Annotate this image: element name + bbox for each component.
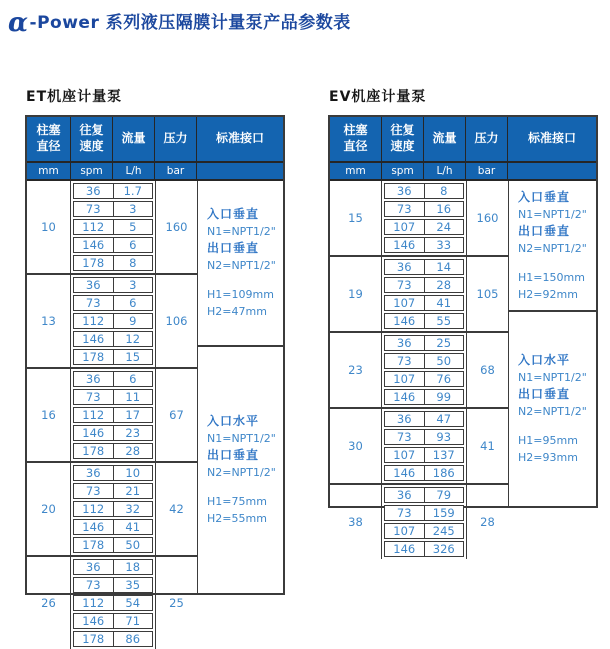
speed-cell: 178 bbox=[74, 444, 114, 458]
flow-cell: 3 bbox=[129, 278, 137, 292]
flow-cell: 3 bbox=[129, 202, 137, 216]
speed-cell: 73 bbox=[385, 202, 425, 216]
table-header-row bbox=[27, 117, 283, 163]
speed-cell: 36 bbox=[74, 560, 114, 574]
column-header-line: 柱塞 bbox=[36, 123, 61, 138]
speed-flow-row bbox=[73, 501, 153, 517]
flow-cell: 18 bbox=[125, 560, 141, 574]
speed-cell: 146 bbox=[385, 238, 425, 252]
pressure-cell: 106 bbox=[155, 275, 197, 367]
flow-cell: 10 bbox=[125, 466, 141, 480]
column-header-line: 速度 bbox=[79, 139, 104, 153]
flow-cell: 186 bbox=[432, 466, 455, 480]
diameter-group-row bbox=[27, 181, 197, 275]
speed-flow-row bbox=[384, 429, 464, 445]
column-header-line: 往复 bbox=[390, 123, 415, 138]
flow-cell: 28 bbox=[436, 278, 452, 292]
diameter-group-row bbox=[330, 333, 508, 409]
speed-cell: 73 bbox=[385, 506, 425, 520]
speed-flow-row bbox=[73, 237, 153, 253]
column-unit-interface bbox=[197, 163, 283, 179]
column-header-line: 标准接口 bbox=[215, 131, 264, 146]
pressure-cell: 67 bbox=[155, 369, 197, 461]
speed-cell: 146 bbox=[74, 614, 114, 628]
speed-flow-stack bbox=[382, 485, 466, 559]
diameter-cell: 38 bbox=[330, 485, 382, 559]
speed-cell: 178 bbox=[74, 256, 114, 270]
page-title-text: -Power 系列液压隔膜计量泵产品参数表 bbox=[29, 13, 351, 33]
diameter-cell: 10 bbox=[27, 181, 71, 273]
column-header-flow bbox=[424, 117, 466, 161]
speed-flow-row bbox=[384, 371, 464, 387]
speed-flow-row bbox=[73, 349, 153, 365]
interface-note-line: H2=55mm bbox=[207, 512, 267, 525]
flow-cell: 79 bbox=[436, 488, 452, 502]
speed-flow-row bbox=[73, 277, 153, 293]
diameter-cell: 23 bbox=[330, 333, 382, 407]
flow-cell: 50 bbox=[125, 538, 141, 552]
diameter-cell: 15 bbox=[330, 181, 382, 255]
column-unit-speed: spm bbox=[382, 163, 424, 179]
speed-cell: 178 bbox=[74, 632, 114, 646]
speed-flow-row bbox=[384, 447, 464, 463]
speed-cell: 146 bbox=[385, 314, 425, 328]
speed-cell: 146 bbox=[74, 238, 114, 252]
table-body-columns bbox=[330, 181, 508, 556]
speed-flow-row bbox=[73, 407, 153, 423]
speed-flow-row bbox=[384, 183, 464, 199]
speed-flow-row bbox=[384, 505, 464, 521]
diameter-group-row bbox=[27, 275, 197, 369]
interface-note-cell bbox=[198, 181, 283, 347]
page-title bbox=[8, 8, 351, 38]
diameter-group-row bbox=[330, 181, 508, 257]
interface-note-line: 入口垂直 bbox=[518, 189, 571, 204]
speed-cell: 36 bbox=[385, 412, 425, 426]
column-header-flow bbox=[113, 117, 155, 161]
ev-parameter-table bbox=[328, 115, 598, 556]
speed-flow-row bbox=[73, 201, 153, 217]
interface-note-line: H1=95mm bbox=[518, 434, 578, 448]
speed-flow-row bbox=[73, 255, 153, 271]
interface-note-line: N2=NPT1/2" bbox=[518, 405, 587, 419]
et-pump-section bbox=[25, 88, 285, 646]
speed-cell: 107 bbox=[385, 296, 425, 310]
column-header-interface bbox=[197, 117, 283, 161]
speed-cell: 36 bbox=[385, 488, 425, 502]
flow-cell: 93 bbox=[436, 430, 452, 444]
column-unit-pressure: bar bbox=[466, 163, 508, 179]
flow-cell: 137 bbox=[432, 448, 455, 462]
flow-cell: 99 bbox=[436, 390, 452, 404]
speed-cell: 146 bbox=[385, 390, 425, 404]
interface-note-cell bbox=[509, 312, 596, 506]
interface-note-line: 入口垂直 bbox=[207, 207, 260, 221]
speed-flow-row bbox=[73, 631, 153, 647]
speed-flow-row bbox=[73, 389, 153, 405]
speed-flow-row bbox=[384, 541, 464, 557]
column-header-interface bbox=[508, 117, 596, 161]
speed-cell: 178 bbox=[74, 350, 114, 364]
flow-cell: 33 bbox=[436, 238, 452, 252]
diameter-group-row bbox=[27, 369, 197, 463]
column-header-line: 速度 bbox=[390, 139, 415, 153]
speed-cell: 112 bbox=[74, 220, 114, 234]
flow-cell: 23 bbox=[125, 426, 141, 440]
speed-cell: 146 bbox=[74, 426, 114, 440]
speed-cell: 112 bbox=[74, 502, 114, 516]
speed-flow-row bbox=[384, 237, 464, 253]
flow-cell: 8 bbox=[440, 184, 448, 198]
interface-note-line: N1=NPT1/2" bbox=[518, 207, 587, 221]
diameter-group-row bbox=[27, 557, 197, 649]
pressure-cell: 160 bbox=[466, 181, 508, 255]
interface-note-spacer bbox=[518, 420, 596, 432]
column-unit-speed: spm bbox=[71, 163, 113, 179]
speed-flow-stack bbox=[71, 369, 155, 461]
speed-flow-row bbox=[384, 277, 464, 293]
speed-cell: 178 bbox=[74, 538, 114, 552]
flow-cell: 41 bbox=[436, 296, 452, 310]
speed-cell: 112 bbox=[74, 314, 114, 328]
flow-cell: 71 bbox=[125, 614, 141, 628]
interface-note-line: N2=NPT1/2" bbox=[518, 241, 587, 255]
column-unit-pressure: bar bbox=[155, 163, 197, 179]
speed-flow-stack bbox=[382, 257, 466, 331]
interface-note-spacer bbox=[518, 257, 596, 269]
flow-cell: 28 bbox=[125, 444, 141, 458]
interface-note-line: 入口水平 bbox=[207, 414, 260, 428]
speed-flow-stack bbox=[71, 275, 155, 367]
interface-column bbox=[197, 181, 283, 593]
diameter-group-row bbox=[330, 257, 508, 333]
interface-note-line: H1=109mm bbox=[207, 288, 274, 301]
flow-cell: 245 bbox=[432, 524, 455, 538]
interface-note-line: H1=150mm bbox=[518, 270, 585, 284]
ev-pump-section bbox=[328, 88, 598, 556]
speed-cell: 146 bbox=[74, 332, 114, 346]
interface-note-line: 入口水平 bbox=[518, 353, 571, 368]
flow-cell: 21 bbox=[125, 484, 141, 498]
interface-note-cell bbox=[509, 181, 596, 312]
speed-flow-row bbox=[384, 389, 464, 405]
interface-column bbox=[508, 181, 596, 506]
speed-flow-stack bbox=[71, 557, 155, 649]
interface-note-line: 出口垂直 bbox=[518, 387, 571, 402]
table-units-row bbox=[330, 163, 596, 181]
diameter-cell: 16 bbox=[27, 369, 71, 461]
diameter-group-row bbox=[330, 409, 508, 485]
speed-cell: 107 bbox=[385, 524, 425, 538]
speed-cell: 36 bbox=[74, 278, 114, 292]
diameter-cell: 13 bbox=[27, 275, 71, 367]
speed-flow-row bbox=[384, 313, 464, 329]
column-header-line: 柱塞 bbox=[343, 123, 368, 138]
speed-cell: 146 bbox=[385, 466, 425, 480]
speed-flow-row bbox=[384, 353, 464, 369]
pressure-cell: 25 bbox=[155, 557, 197, 649]
column-header-diameter bbox=[27, 117, 71, 161]
speed-cell: 36 bbox=[74, 184, 114, 198]
flow-cell: 50 bbox=[436, 354, 452, 368]
column-header-speed bbox=[382, 117, 424, 161]
column-unit-flow: L/h bbox=[424, 163, 466, 179]
speed-flow-row bbox=[73, 295, 153, 311]
column-header-line: 流量 bbox=[121, 131, 146, 146]
speed-cell: 73 bbox=[74, 296, 114, 310]
speed-flow-row bbox=[73, 519, 153, 535]
speed-flow-stack bbox=[71, 181, 155, 273]
column-header-line: 直径 bbox=[36, 139, 61, 153]
pressure-cell: 42 bbox=[155, 463, 197, 555]
table-header-row bbox=[330, 117, 596, 163]
speed-cell: 73 bbox=[385, 278, 425, 292]
flow-cell: 24 bbox=[436, 220, 452, 234]
flow-cell: 326 bbox=[432, 542, 455, 556]
speed-flow-stack bbox=[71, 463, 155, 555]
interface-note-line: 出口垂直 bbox=[518, 223, 571, 238]
flow-cell: 15 bbox=[125, 350, 141, 364]
pressure-cell: 160 bbox=[155, 181, 197, 273]
interface-note-line: N1=NPT1/2" bbox=[207, 432, 276, 445]
flow-cell: 76 bbox=[436, 372, 452, 386]
diameter-group-row bbox=[27, 463, 197, 557]
speed-cell: 112 bbox=[74, 408, 114, 422]
speed-cell: 73 bbox=[74, 390, 114, 404]
pressure-cell: 28 bbox=[466, 485, 508, 559]
flow-cell: 14 bbox=[436, 260, 452, 274]
speed-cell: 107 bbox=[385, 372, 425, 386]
speed-flow-row bbox=[384, 219, 464, 235]
flow-cell: 8 bbox=[129, 256, 137, 270]
column-unit-diameter: mm bbox=[27, 163, 71, 179]
speed-flow-row bbox=[73, 537, 153, 553]
flow-cell: 54 bbox=[125, 596, 141, 610]
diameter-cell: 20 bbox=[27, 463, 71, 555]
speed-flow-row bbox=[73, 331, 153, 347]
interface-note-line: H2=47mm bbox=[207, 305, 267, 318]
flow-cell: 32 bbox=[125, 502, 141, 516]
speed-cell: 107 bbox=[385, 448, 425, 462]
pressure-cell: 68 bbox=[466, 333, 508, 407]
column-header-line: 直径 bbox=[343, 139, 368, 153]
interface-note-line: N2=NPT1/2" bbox=[207, 466, 276, 479]
flow-cell: 17 bbox=[125, 408, 141, 422]
table-body-columns bbox=[27, 181, 197, 646]
table-units-row bbox=[27, 163, 283, 181]
speed-cell: 36 bbox=[385, 184, 425, 198]
speed-cell: 107 bbox=[385, 220, 425, 234]
column-unit-diameter: mm bbox=[330, 163, 382, 179]
column-header-diameter bbox=[330, 117, 382, 161]
column-header-pressure bbox=[155, 117, 197, 161]
interface-note-line: H2=93mm bbox=[518, 451, 578, 465]
flow-cell: 1.7 bbox=[123, 184, 142, 198]
diameter-cell: 30 bbox=[330, 409, 382, 483]
diameter-group-row bbox=[330, 485, 508, 559]
column-header-line: 往复 bbox=[79, 123, 104, 138]
flow-cell: 9 bbox=[129, 314, 137, 328]
flow-cell: 6 bbox=[129, 238, 137, 252]
speed-flow-row bbox=[73, 313, 153, 329]
table-body bbox=[27, 181, 283, 646]
speed-flow-row bbox=[384, 335, 464, 351]
speed-flow-row bbox=[73, 465, 153, 481]
speed-flow-row bbox=[384, 487, 464, 503]
speed-flow-row bbox=[73, 577, 153, 593]
column-header-line: 压力 bbox=[474, 131, 499, 146]
speed-flow-row bbox=[73, 613, 153, 629]
column-header-line: 标准接口 bbox=[527, 131, 576, 146]
flow-cell: 41 bbox=[125, 520, 141, 534]
speed-cell: 73 bbox=[385, 430, 425, 444]
interface-note-line: 出口垂直 bbox=[207, 448, 260, 462]
interface-note-spacer bbox=[207, 274, 283, 286]
diameter-cell: 19 bbox=[330, 257, 382, 331]
flow-cell: 11 bbox=[125, 390, 141, 404]
et-section-title: ET机座计量泵 bbox=[26, 89, 123, 105]
pressure-cell: 41 bbox=[466, 409, 508, 483]
column-unit-flow: L/h bbox=[113, 163, 155, 179]
speed-cell: 73 bbox=[74, 202, 114, 216]
speed-flow-row bbox=[384, 259, 464, 275]
speed-flow-row bbox=[384, 411, 464, 427]
diameter-cell: 26 bbox=[27, 557, 71, 649]
speed-cell: 36 bbox=[385, 260, 425, 274]
speed-flow-stack bbox=[382, 409, 466, 483]
flow-cell: 6 bbox=[129, 372, 137, 386]
flow-cell: 16 bbox=[436, 202, 452, 216]
speed-cell: 73 bbox=[74, 578, 114, 592]
speed-flow-row bbox=[384, 465, 464, 481]
interface-note-spacer bbox=[207, 481, 283, 493]
interface-note-cell bbox=[198, 347, 283, 593]
speed-flow-row bbox=[73, 183, 153, 199]
speed-cell: 36 bbox=[74, 372, 114, 386]
speed-flow-row bbox=[73, 425, 153, 441]
column-unit-interface bbox=[508, 163, 596, 179]
interface-note-line: N1=NPT1/2" bbox=[207, 225, 276, 238]
speed-cell: 73 bbox=[385, 354, 425, 368]
speed-cell: 112 bbox=[74, 596, 114, 610]
interface-note-line: N1=NPT1/2" bbox=[518, 371, 587, 385]
flow-cell: 25 bbox=[436, 336, 452, 350]
speed-flow-row bbox=[73, 443, 153, 459]
speed-cell: 146 bbox=[74, 520, 114, 534]
interface-note-line: 出口垂直 bbox=[207, 241, 260, 255]
flow-cell: 6 bbox=[129, 296, 137, 310]
speed-flow-row bbox=[73, 595, 153, 611]
speed-flow-row bbox=[73, 559, 153, 575]
flow-cell: 35 bbox=[125, 578, 141, 592]
pressure-cell: 105 bbox=[466, 257, 508, 331]
speed-flow-row bbox=[73, 371, 153, 387]
speed-flow-row bbox=[384, 201, 464, 217]
speed-flow-stack bbox=[382, 181, 466, 255]
flow-cell: 55 bbox=[436, 314, 452, 328]
speed-cell: 146 bbox=[385, 542, 425, 556]
interface-note-line: H1=75mm bbox=[207, 495, 267, 508]
flow-cell: 5 bbox=[129, 220, 137, 234]
interface-note-line: H2=92mm bbox=[518, 287, 578, 301]
flow-cell: 12 bbox=[125, 332, 141, 346]
column-header-line: 流量 bbox=[432, 131, 457, 146]
interface-note-line: N2=NPT1/2" bbox=[207, 259, 276, 272]
ev-section-title: EV机座计量泵 bbox=[329, 89, 427, 105]
flow-cell: 47 bbox=[436, 412, 452, 426]
table-body bbox=[330, 181, 596, 556]
flow-cell: 159 bbox=[432, 506, 455, 520]
speed-flow-row bbox=[73, 483, 153, 499]
speed-flow-row bbox=[384, 295, 464, 311]
column-header-line: 压力 bbox=[163, 131, 188, 146]
speed-cell: 36 bbox=[74, 466, 114, 480]
speed-flow-row bbox=[73, 219, 153, 235]
speed-flow-row bbox=[384, 523, 464, 539]
alpha-logo: α bbox=[8, 8, 29, 38]
et-parameter-table bbox=[25, 115, 285, 646]
speed-cell: 36 bbox=[385, 336, 425, 350]
flow-cell: 86 bbox=[125, 632, 141, 646]
speed-flow-stack bbox=[382, 333, 466, 407]
speed-cell: 73 bbox=[74, 484, 114, 498]
column-header-pressure bbox=[466, 117, 508, 161]
column-header-speed bbox=[71, 117, 113, 161]
